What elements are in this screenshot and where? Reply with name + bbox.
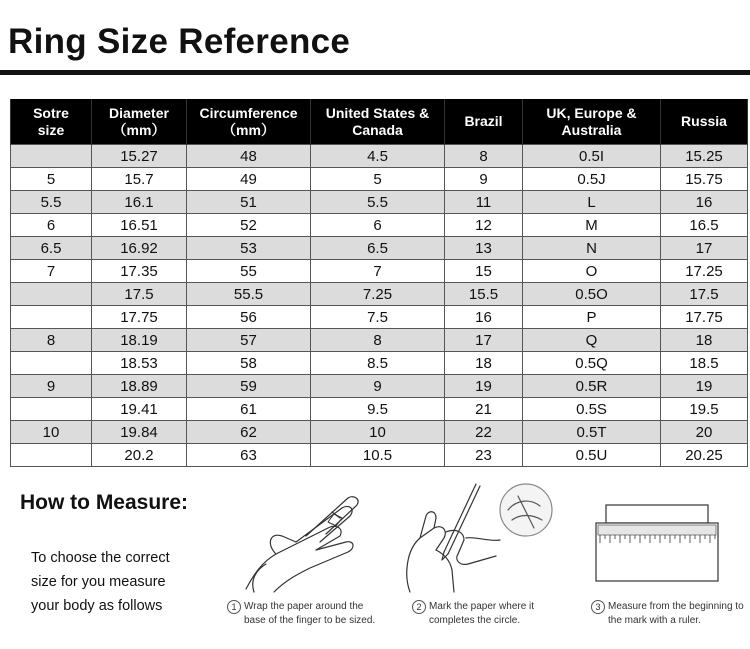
cell-us-canada: 7 — [311, 260, 445, 283]
hand-mark-illustration — [400, 480, 560, 596]
cell-brazil: 18 — [445, 352, 523, 375]
cell-store-size: 10 — [11, 421, 92, 444]
table-row — [11, 145, 748, 168]
cell-russia: 17.25 — [661, 260, 748, 283]
cell-us-canada: 8 — [311, 329, 445, 352]
header-us-canada: United States & Canada — [311, 99, 445, 145]
cell-brazil: 17 — [445, 329, 523, 352]
cell-uk-europe-australia: 0.5Q — [523, 352, 661, 375]
cell-russia: 15.25 — [661, 145, 748, 168]
cell-store-size — [11, 352, 92, 375]
step-number-badge: 2 — [412, 600, 426, 614]
title-rule — [0, 70, 750, 75]
intro-line: size for you measure — [31, 574, 166, 590]
cell-uk-europe-australia: 0.5J — [523, 168, 661, 191]
step-text: the mark with a ruler. — [608, 615, 701, 626]
cell-russia: 18.5 — [661, 352, 748, 375]
intro-line: your body as follows — [31, 598, 163, 614]
cell-store-size: 5 — [11, 168, 92, 191]
cell-diameter: 18.53 — [92, 352, 187, 375]
table-row — [11, 306, 748, 329]
cell-russia: 17.75 — [661, 306, 748, 329]
cell-store-size: 5.5 — [11, 191, 92, 214]
step-number-badge: 1 — [227, 600, 241, 614]
cell-diameter: 18.89 — [92, 375, 187, 398]
step-text: Wrap the paper around the — [244, 601, 364, 612]
cell-us-canada: 7.5 — [311, 306, 445, 329]
table-row — [11, 283, 748, 306]
cell-uk-europe-australia: O — [523, 260, 661, 283]
table-header-row — [11, 99, 748, 145]
cell-us-canada: 10.5 — [311, 444, 445, 467]
cell-circumference: 49 — [187, 168, 311, 191]
cell-store-size: 9 — [11, 375, 92, 398]
cell-russia: 17 — [661, 237, 748, 260]
cell-uk-europe-australia: P — [523, 306, 661, 329]
cell-circumference: 56 — [187, 306, 311, 329]
cell-uk-europe-australia: 0.5I — [523, 145, 661, 168]
cell-circumference: 59 — [187, 375, 311, 398]
step-2 — [412, 600, 534, 627]
cell-brazil: 8 — [445, 145, 523, 168]
cell-russia: 17.5 — [661, 283, 748, 306]
cell-store-size — [11, 283, 92, 306]
step-text: Measure from the beginning to — [608, 601, 744, 612]
header-diameter: Diameter （mm） — [92, 99, 187, 145]
cell-store-size: 6 — [11, 214, 92, 237]
cell-circumference: 55.5 — [187, 283, 311, 306]
cell-us-canada: 8.5 — [311, 352, 445, 375]
cell-russia: 20.25 — [661, 444, 748, 467]
cell-uk-europe-australia: 0.5U — [523, 444, 661, 467]
cell-diameter: 16.1 — [92, 191, 187, 214]
cell-brazil: 19 — [445, 375, 523, 398]
cell-diameter: 17.75 — [92, 306, 187, 329]
cell-uk-europe-australia: 0.5R — [523, 375, 661, 398]
cell-circumference: 55 — [187, 260, 311, 283]
cell-uk-europe-australia: L — [523, 191, 661, 214]
cell-diameter: 17.35 — [92, 260, 187, 283]
cell-circumference: 51 — [187, 191, 311, 214]
cell-us-canada: 5 — [311, 168, 445, 191]
cell-store-size: 6.5 — [11, 237, 92, 260]
table-body — [11, 145, 748, 467]
cell-diameter: 20.2 — [92, 444, 187, 467]
how-to-measure-heading: How to Measure: — [20, 491, 189, 514]
cell-diameter: 16.51 — [92, 214, 187, 237]
cell-diameter: 18.19 — [92, 329, 187, 352]
table-row — [11, 260, 748, 283]
step-number-badge: 3 — [591, 600, 605, 614]
cell-brazil: 9 — [445, 168, 523, 191]
cell-brazil: 12 — [445, 214, 523, 237]
step-text: Mark the paper where it — [429, 601, 535, 612]
cell-russia: 18 — [661, 329, 748, 352]
header-store-size: Sotre size — [11, 99, 92, 145]
ruler-illustration — [590, 503, 730, 593]
table-row — [11, 237, 748, 260]
cell-russia: 16.5 — [661, 214, 748, 237]
cell-brazil: 22 — [445, 421, 523, 444]
step-3 — [591, 600, 744, 627]
cell-us-canada: 6.5 — [311, 237, 445, 260]
table-row — [11, 444, 748, 467]
cell-us-canada: 6 — [311, 214, 445, 237]
step-text: completes the circle. — [429, 615, 521, 626]
header-brazil: Brazil — [445, 99, 523, 145]
cell-circumference: 58 — [187, 352, 311, 375]
cell-us-canada: 9 — [311, 375, 445, 398]
cell-diameter: 19.84 — [92, 421, 187, 444]
cell-diameter: 15.7 — [92, 168, 187, 191]
cell-uk-europe-australia: 0.5T — [523, 421, 661, 444]
table-row — [11, 398, 748, 421]
cell-uk-europe-australia: 0.5S — [523, 398, 661, 421]
cell-circumference: 53 — [187, 237, 311, 260]
cell-brazil: 13 — [445, 237, 523, 260]
cell-circumference: 57 — [187, 329, 311, 352]
cell-russia: 19.5 — [661, 398, 748, 421]
header-circumference: Circumference （mm） — [187, 99, 311, 145]
cell-russia: 20 — [661, 421, 748, 444]
cell-us-canada: 10 — [311, 421, 445, 444]
cell-brazil: 23 — [445, 444, 523, 467]
cell-brazil: 15 — [445, 260, 523, 283]
cell-us-canada: 7.25 — [311, 283, 445, 306]
ring-size-table — [10, 99, 748, 467]
cell-russia: 16 — [661, 191, 748, 214]
cell-store-size — [11, 306, 92, 329]
cell-us-canada: 4.5 — [311, 145, 445, 168]
cell-store-size — [11, 145, 92, 168]
table-row — [11, 329, 748, 352]
cell-circumference: 52 — [187, 214, 311, 237]
cell-diameter: 19.41 — [92, 398, 187, 421]
cell-circumference: 61 — [187, 398, 311, 421]
cell-diameter: 15.27 — [92, 145, 187, 168]
table-row — [11, 375, 748, 398]
cell-circumference: 62 — [187, 421, 311, 444]
cell-brazil: 21 — [445, 398, 523, 421]
intro-line: To choose the correct — [31, 550, 170, 566]
cell-brazil: 11 — [445, 191, 523, 214]
cell-store-size — [11, 444, 92, 467]
header-russia: Russia — [661, 99, 748, 145]
cell-russia: 15.75 — [661, 168, 748, 191]
table-row — [11, 168, 748, 191]
cell-store-size: 7 — [11, 260, 92, 283]
step-1 — [227, 600, 375, 627]
cell-store-size — [11, 398, 92, 421]
cell-us-canada: 9.5 — [311, 398, 445, 421]
cell-diameter: 16.92 — [92, 237, 187, 260]
cell-circumference: 63 — [187, 444, 311, 467]
table-row — [11, 352, 748, 375]
table-row — [11, 421, 748, 444]
cell-uk-europe-australia: N — [523, 237, 661, 260]
cell-uk-europe-australia: Q — [523, 329, 661, 352]
cell-brazil: 16 — [445, 306, 523, 329]
cell-uk-europe-australia: M — [523, 214, 661, 237]
step-text: base of the finger to be sized. — [244, 615, 376, 626]
cell-store-size: 8 — [11, 329, 92, 352]
hand-wrap-illustration — [236, 484, 376, 596]
cell-us-canada: 5.5 — [311, 191, 445, 214]
header-uk-europe-australia: UK, Europe & Australia — [523, 99, 661, 145]
cell-diameter: 17.5 — [92, 283, 187, 306]
how-to-intro — [31, 546, 221, 618]
cell-brazil: 15.5 — [445, 283, 523, 306]
page-title: Ring Size Reference — [8, 22, 351, 61]
table-row — [11, 214, 748, 237]
cell-circumference: 48 — [187, 145, 311, 168]
table-row — [11, 191, 748, 214]
cell-uk-europe-australia: 0.5O — [523, 283, 661, 306]
cell-russia: 19 — [661, 375, 748, 398]
